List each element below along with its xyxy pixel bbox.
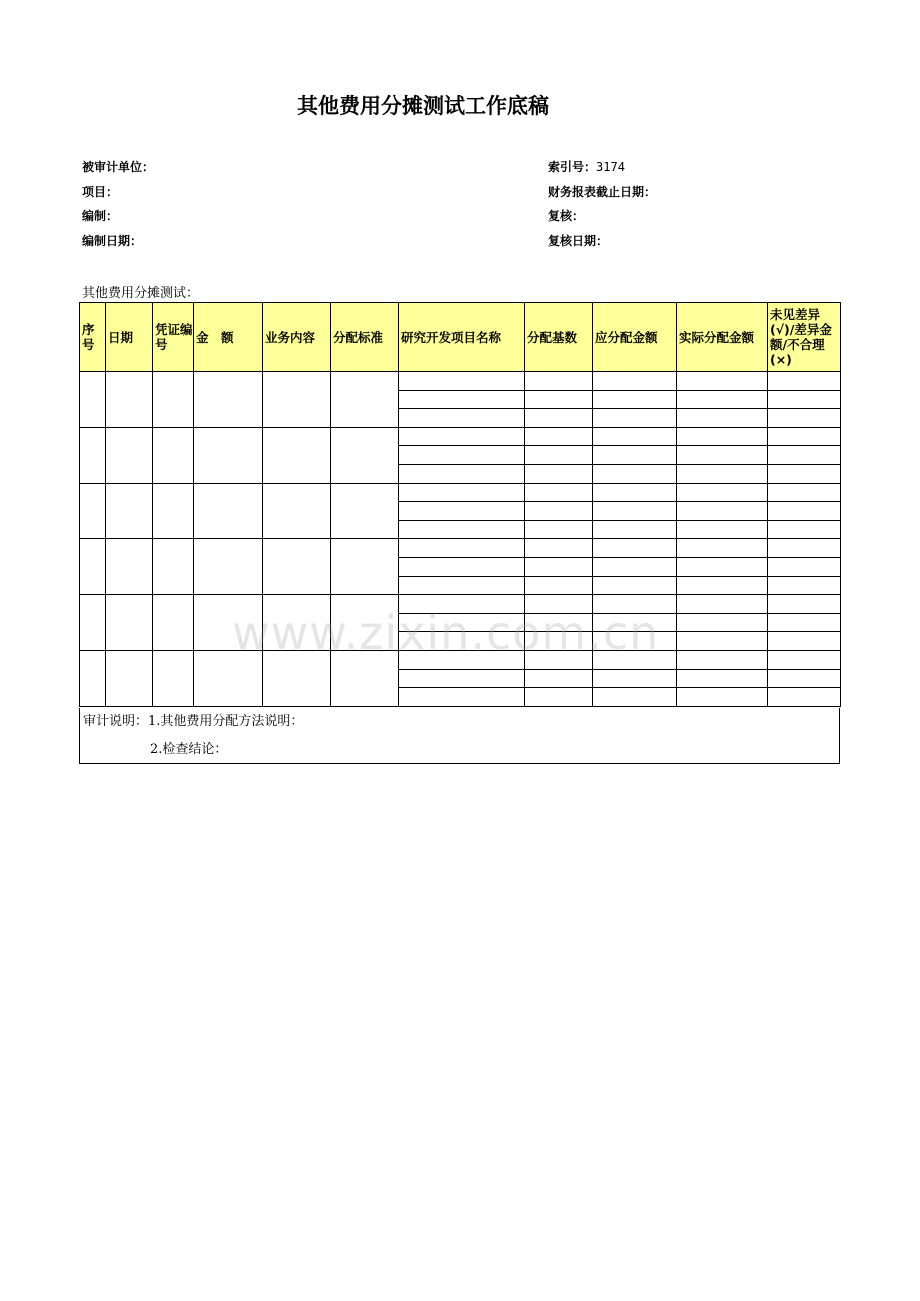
table-cell[interactable]	[525, 372, 593, 391]
header-date: 日期	[106, 303, 153, 372]
table-cell[interactable]	[593, 669, 677, 688]
table-cell[interactable]	[768, 464, 841, 483]
table-cell[interactable]	[525, 520, 593, 539]
table-cell[interactable]	[593, 483, 677, 502]
table-cell[interactable]	[768, 632, 841, 651]
table-cell[interactable]	[677, 483, 768, 502]
table-cell[interactable]	[593, 427, 677, 446]
table-cell[interactable]	[331, 539, 399, 595]
table-cell[interactable]	[677, 539, 768, 558]
table-cell[interactable]	[768, 446, 841, 465]
table-cell[interactable]	[525, 427, 593, 446]
table-cell[interactable]	[263, 483, 331, 539]
table-cell[interactable]	[399, 409, 525, 428]
table-cell[interactable]	[677, 502, 768, 521]
table-cell[interactable]	[106, 539, 153, 595]
header-seq: 序号	[80, 303, 106, 372]
table-cell[interactable]	[677, 650, 768, 669]
table-cell[interactable]	[399, 483, 525, 502]
table-row	[80, 372, 841, 391]
table-cell[interactable]	[768, 613, 841, 632]
table-cell[interactable]	[525, 669, 593, 688]
table-cell[interactable]	[593, 502, 677, 521]
table-cell[interactable]	[194, 427, 263, 483]
table-cell[interactable]	[677, 409, 768, 428]
table-cell[interactable]	[593, 576, 677, 595]
table-cell[interactable]	[106, 595, 153, 651]
table-cell[interactable]	[525, 483, 593, 502]
audit-note-line1: 审计说明：1.其他费用分配方法说明：	[83, 714, 304, 729]
table-row	[80, 483, 841, 502]
table-cell[interactable]	[331, 483, 399, 539]
table-cell[interactable]	[677, 372, 768, 391]
table-row	[80, 539, 841, 558]
table-cell[interactable]	[768, 539, 841, 558]
table-cell[interactable]	[593, 688, 677, 707]
table-cell[interactable]	[768, 595, 841, 614]
table-cell[interactable]	[768, 372, 841, 391]
table-row	[80, 427, 841, 446]
table-cell[interactable]	[768, 688, 841, 707]
table-cell[interactable]	[153, 483, 194, 539]
table-cell[interactable]	[677, 576, 768, 595]
table-cell[interactable]	[153, 372, 194, 428]
header-base: 分配基数	[525, 303, 593, 372]
table-cell[interactable]	[194, 372, 263, 428]
table-cell[interactable]	[263, 427, 331, 483]
table-cell[interactable]	[399, 669, 525, 688]
prepared-by-label: 编制：	[82, 209, 119, 223]
header-should-allocate: 应分配金额	[593, 303, 677, 372]
report-date-label: 财务报表截止日期：	[548, 185, 657, 199]
audited-unit-label: 被审计单位：	[82, 160, 155, 174]
table-cell[interactable]	[525, 688, 593, 707]
table-header-row	[80, 303, 841, 372]
table-cell[interactable]	[525, 576, 593, 595]
table-cell[interactable]	[593, 539, 677, 558]
audit-note-line2: 2.检查结论：	[150, 742, 228, 757]
table-cell[interactable]	[768, 483, 841, 502]
header-difference: 未见差异(√)/差异金额/不合理(×)	[768, 303, 841, 372]
index-value: 3174	[596, 160, 625, 174]
page-title: 其他费用分摊测试工作底稿	[297, 94, 549, 118]
table-cell[interactable]	[677, 669, 768, 688]
index-number	[548, 158, 625, 175]
table-cell[interactable]	[525, 539, 593, 558]
table-cell[interactable]	[399, 427, 525, 446]
table-cell[interactable]	[525, 464, 593, 483]
table-cell[interactable]	[399, 390, 525, 409]
table-cell[interactable]	[677, 613, 768, 632]
table-cell[interactable]	[525, 446, 593, 465]
table-cell[interactable]	[525, 502, 593, 521]
table-cell[interactable]	[525, 557, 593, 576]
table-cell[interactable]	[677, 595, 768, 614]
table-cell[interactable]	[677, 520, 768, 539]
table-cell[interactable]	[399, 464, 525, 483]
table-cell[interactable]	[768, 669, 841, 688]
header-business: 业务内容	[263, 303, 331, 372]
table-cell[interactable]	[677, 557, 768, 576]
table-cell[interactable]	[80, 483, 106, 539]
table-cell[interactable]	[80, 650, 106, 706]
table-cell[interactable]	[399, 688, 525, 707]
watermark: www.zixin.com.cn	[232, 606, 660, 660]
table-cell[interactable]	[80, 372, 106, 428]
audit-notes	[79, 708, 840, 764]
table-cell[interactable]	[768, 390, 841, 409]
table-cell[interactable]	[399, 502, 525, 521]
table-cell[interactable]	[677, 464, 768, 483]
table-cell[interactable]	[106, 427, 153, 483]
section-label: 其他费用分摊测试：	[82, 286, 200, 301]
table-cell[interactable]	[399, 520, 525, 539]
table-cell[interactable]	[263, 372, 331, 428]
table-cell[interactable]	[677, 632, 768, 651]
table-cell[interactable]	[153, 595, 194, 651]
table-cell[interactable]	[194, 539, 263, 595]
table-cell[interactable]	[80, 595, 106, 651]
table-cell[interactable]	[677, 427, 768, 446]
table-cell[interactable]	[399, 372, 525, 391]
table-cell[interactable]	[106, 650, 153, 706]
table-cell[interactable]	[153, 427, 194, 483]
table-cell[interactable]	[768, 576, 841, 595]
table-cell[interactable]	[768, 520, 841, 539]
table-cell[interactable]	[263, 539, 331, 595]
project-label: 项目：	[82, 185, 119, 199]
reviewed-by-label: 复核：	[548, 209, 585, 223]
table-cell[interactable]	[525, 390, 593, 409]
table-cell[interactable]	[677, 688, 768, 707]
table-cell[interactable]	[768, 427, 841, 446]
table-cell[interactable]	[677, 446, 768, 465]
table-cell[interactable]	[399, 446, 525, 465]
table-cell[interactable]	[525, 409, 593, 428]
table-cell[interactable]	[593, 390, 677, 409]
table-cell[interactable]	[768, 502, 841, 521]
header-voucher: 凭证编号	[153, 303, 194, 372]
table-cell[interactable]	[768, 650, 841, 669]
table-cell[interactable]	[399, 576, 525, 595]
table-cell[interactable]	[593, 520, 677, 539]
table-cell[interactable]	[331, 372, 399, 428]
table-cell[interactable]	[399, 557, 525, 576]
table-cell[interactable]	[153, 539, 194, 595]
table-cell[interactable]	[768, 557, 841, 576]
table-cell[interactable]	[153, 650, 194, 706]
table-cell[interactable]	[106, 372, 153, 428]
table-cell[interactable]	[768, 409, 841, 428]
table-cell[interactable]	[80, 539, 106, 595]
header-amount: 金 额	[194, 303, 263, 372]
header-standard: 分配标准	[331, 303, 399, 372]
review-date-label: 复核日期：	[548, 234, 609, 248]
table-cell[interactable]	[399, 539, 525, 558]
header-actual-allocate: 实际分配金额	[677, 303, 768, 372]
table-cell[interactable]	[194, 483, 263, 539]
table-cell[interactable]	[593, 464, 677, 483]
table-cell[interactable]	[593, 557, 677, 576]
header-project-name: 研究开发项目名称	[399, 303, 525, 372]
table-cell[interactable]	[677, 390, 768, 409]
index-label: 索引号：	[548, 160, 597, 174]
table-cell[interactable]	[80, 427, 106, 483]
table-cell[interactable]	[593, 409, 677, 428]
table-cell[interactable]	[593, 446, 677, 465]
table-cell[interactable]	[331, 427, 399, 483]
prepared-date-label: 编制日期：	[82, 234, 143, 248]
table-cell[interactable]	[106, 483, 153, 539]
table-cell[interactable]	[593, 372, 677, 391]
